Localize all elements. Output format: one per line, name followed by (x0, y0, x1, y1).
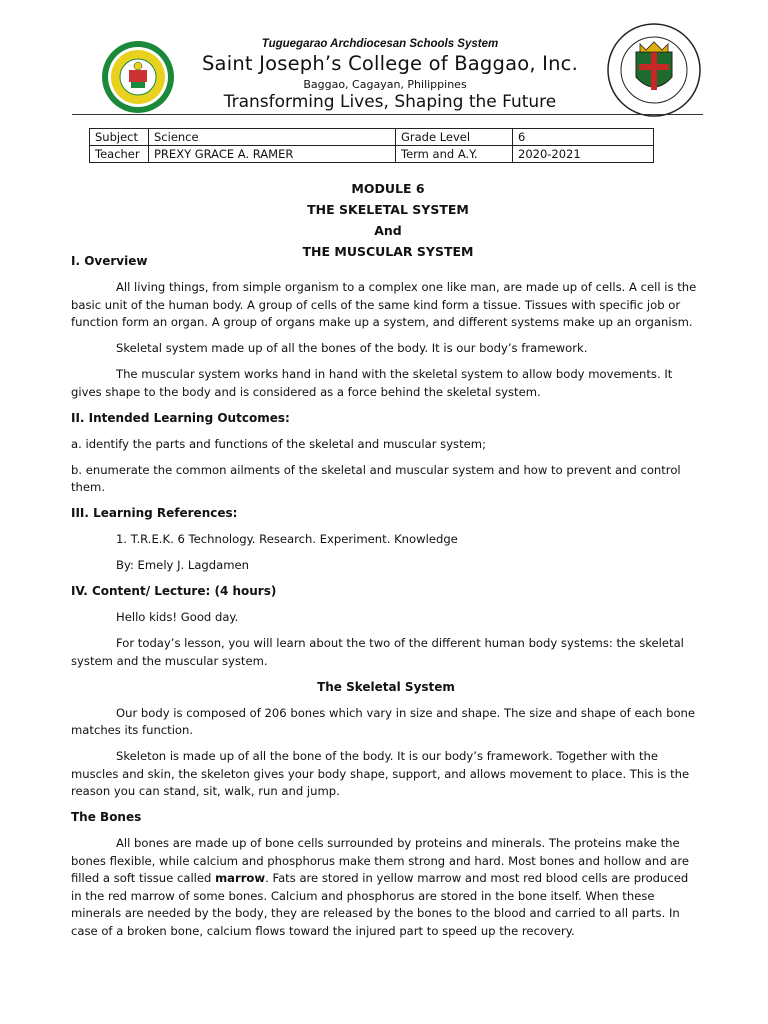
teacher-label: Teacher (90, 146, 149, 163)
module-number: MODULE 6 (351, 181, 425, 196)
grade-level-label: Grade Level (396, 129, 513, 146)
marrow-term: marrow (215, 871, 266, 885)
intro-paragraph: For today’s lesson, you will learn about the two of the different human body systems: the skeletal system and the muscular system. (71, 636, 684, 668)
term-value: 2020-2021 (513, 146, 654, 163)
skeletal-paragraph-1: Our body is composed of 206 bones which vary in size and shape. The size and shape of each bone matches its function. (71, 705, 696, 737)
bones-text-part-2: . Fats are stored in yellow marrow and most red blood cells are produced in the red marrow of some bones. Calcium and phosphorus are stored in the bone itself. When these minerals are needed by the body, they are released by the bones to the blood and carried to all parts. In case of a broken bone, calcium flows toward the injured part to speed up the recovery. (71, 871, 689, 938)
skeletal-system-heading: The Skeletal System (317, 679, 455, 694)
school-system-name: Tuguegarao Archdiocesan Schools System (261, 38, 499, 50)
outcomes-heading: II. Intended Learning Outcomes: (71, 410, 290, 425)
header-divider (72, 114, 703, 115)
schools-system-seal-logo (606, 22, 702, 118)
module-topic-2: THE MUSCULAR SYSTEM (302, 244, 474, 259)
module-and: And (374, 223, 402, 238)
overview-heading: I. Overview (71, 254, 148, 268)
bones-paragraph (71, 835, 701, 940)
reference-1: 1. T.R.E.K. 6 Technology. Research. Experiment. Knowledge (116, 532, 458, 546)
course-info-table (89, 128, 654, 163)
table-row (90, 146, 654, 163)
subject-label: Subject (90, 129, 149, 146)
college-motto: Transforming Lives, Shaping the Future (223, 92, 557, 112)
bones-heading: The Bones (71, 810, 142, 824)
overview-paragraph-3: The muscular system works hand in hand with the skeletal system to allow body movements. It gives shape to the body and is considered as a force behind the skeletal system. (71, 367, 673, 399)
overview-paragraph-1: All living things, from simple organism to a complex one like man, are made up of cells. A cell is the basic unit of the human body. A group of cells of the same kind form a tissue. Tissues with specific job or function form an organ. A group of organs make up a system, and different systems make up an organism. (71, 280, 697, 329)
outcome-b: b. enumerate the common ailments of the skeletal and muscular system and how to prevent and control them. (71, 462, 681, 494)
subject-value: Science (149, 129, 396, 146)
document-header (0, 0, 768, 120)
module-content (71, 253, 701, 940)
module-topic-1: THE SKELETAL SYSTEM (307, 202, 469, 217)
module-title (180, 178, 596, 262)
overview-paragraph-2: Skeletal system made up of all the bones of the body. It is our body’s framework. (116, 341, 588, 355)
greeting-paragraph: Hello kids! Good day. (116, 610, 239, 624)
grade-level-value: 6 (513, 129, 654, 146)
bones-text-part-1: All bones are made up of bone cells surrounded by proteins and minerals. The proteins make the bones flexible, while calcium and phosphorus make them strong and hard. Most bones and hollow and are filled a soft tissue called (71, 836, 690, 885)
teacher-value: PREXY GRACE A. RAMER (149, 146, 396, 163)
reference-author: By: Emely J. Lagdamen (116, 558, 250, 572)
college-name: Saint Joseph’s College of Baggao, Inc. (201, 52, 578, 75)
content-heading: IV. Content/ Lecture: (4 hours) (71, 584, 277, 598)
term-label: Term and A.Y. (396, 146, 513, 163)
outcome-a: a. identify the parts and functions of the skeletal and muscular system; (71, 436, 486, 451)
references-heading: III. Learning References: (71, 506, 238, 520)
skeletal-paragraph-2: Skeleton is made up of all the bone of the body. It is our body’s framework. Together with the muscles and skin, the skeleton gives your body shape, support, and allows movement to place. This is the reason you can stand, sit, walk, run and jump. (71, 749, 690, 798)
table-row (90, 129, 654, 146)
college-address: Baggao, Cagayan, Philippines (303, 78, 467, 91)
